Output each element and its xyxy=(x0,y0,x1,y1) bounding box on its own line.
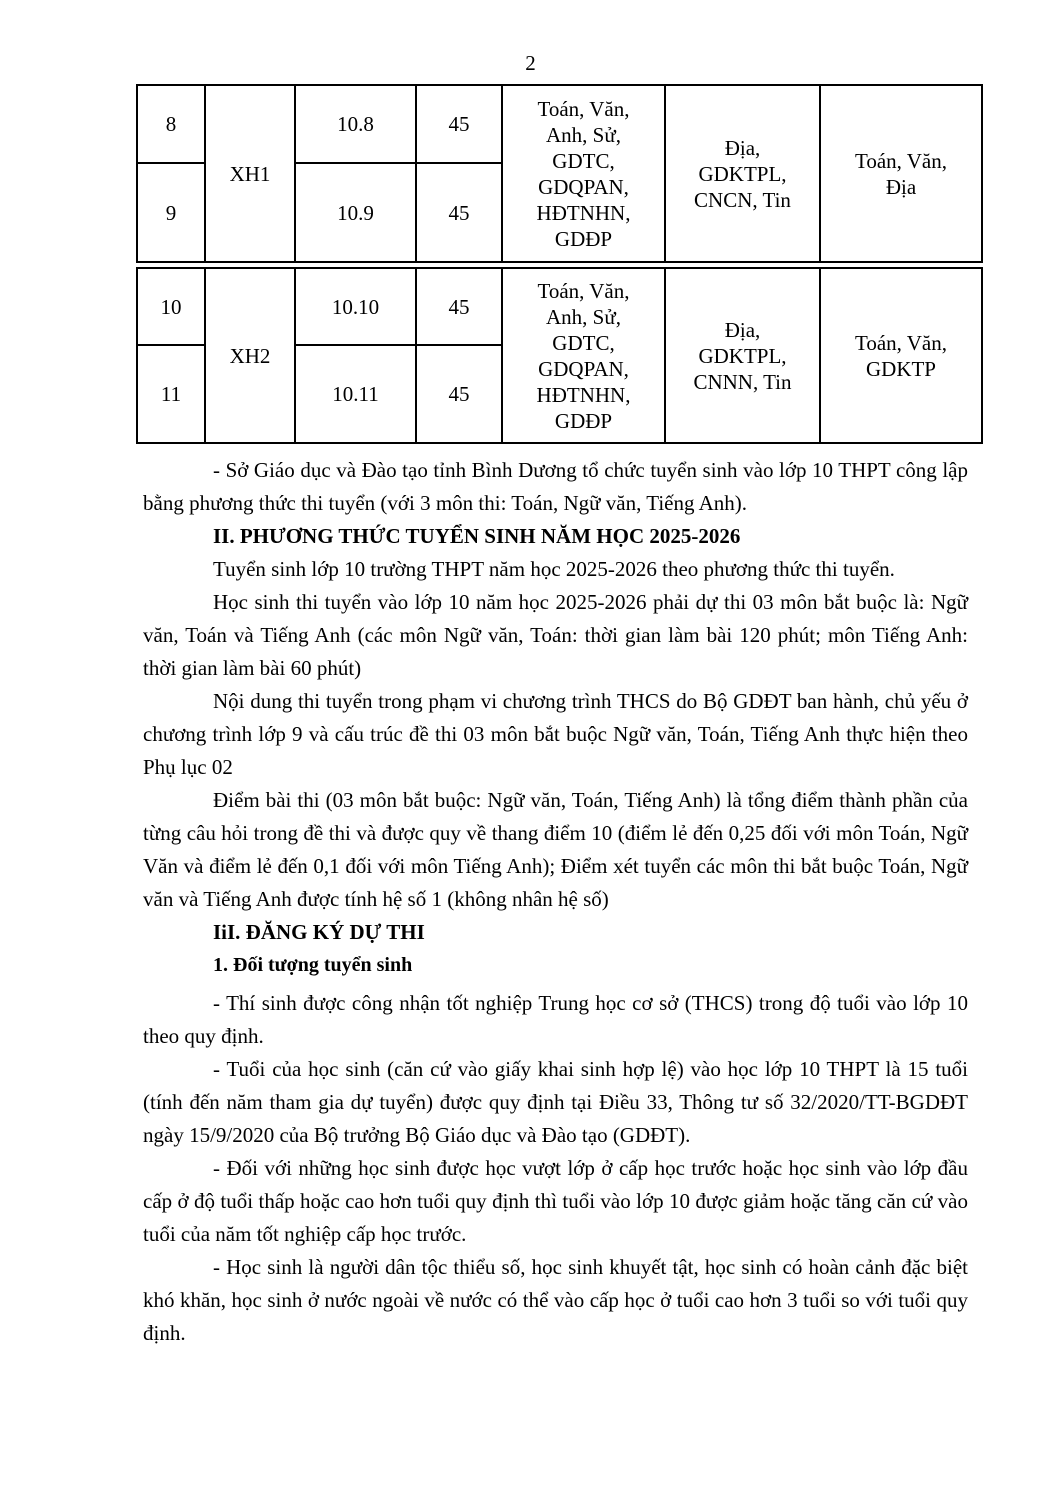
section-ii-heading: II. PHƯƠNG THỨC TUYỂN SINH NĂM HỌC 2025-2026 xyxy=(213,524,741,548)
student-count-cell: 45 xyxy=(416,268,502,345)
student-count-cell: 45 xyxy=(416,345,502,443)
electives-cell: Địa, GDKTPL, CNCN, Tin xyxy=(665,85,820,262)
page-number: 2 xyxy=(525,51,536,75)
group-cell: XH2 xyxy=(205,268,295,443)
exam-subjects-paragraph: Học sinh thi tuyển vào lớp 10 năm học 2025-2026 phải dự thi 03 môn bắt buộc là: Ngữ văn, Toán và Tiếng Anh (các môn Ngữ văn, Toán: thời gian làm bài 120 phút; môn Tiếng Anh: thời gian làm bài 60 phút) xyxy=(143,590,968,680)
row-number-cell: 11 xyxy=(137,345,205,443)
group-cell: XH1 xyxy=(205,85,295,262)
exam-subjects-cell: Toán, Văn, GDKTP xyxy=(820,268,982,443)
student-count-cell: 45 xyxy=(416,85,502,163)
eligibility-paragraph-1: - Thí sinh được công nhận tốt nghiệp Trung học cơ sở (THCS) trong độ tuổi vào lớp 10 theo quy định. xyxy=(143,991,968,1048)
class-name-cell: 10.9 xyxy=(295,163,416,262)
intro-paragraph: - Sở Giáo dục và Đào tạo tỉnh Bình Dương tổ chức tuyển sinh vào lớp 10 THPT công lập bằng phương thức thi tuyển (với 3 môn thi: Toán, Ngữ văn, Tiếng Anh). xyxy=(143,458,968,515)
class-name-cell: 10.11 xyxy=(295,345,416,443)
table-row xyxy=(137,85,982,163)
table-row xyxy=(137,268,982,345)
enrollment-plan-table-continued xyxy=(136,267,983,444)
section-iii-heading: IiI. ĐĂNG KÝ DỰ THI xyxy=(213,920,425,944)
document-body xyxy=(143,454,968,1350)
class-name-cell: 10.10 xyxy=(295,268,416,345)
eligibility-paragraph-3: - Đối với những học sinh được học vượt lớp ở cấp học trước hoặc học sinh vào lớp đầu cấp ở độ tuổi thấp hoặc cao hơn tuổi quy định thì tuổi vào lớp 10 được giảm hoặc tăng căn cứ vào tuổi của năm tốt nghiệp cấp học trước. xyxy=(143,1156,968,1246)
exam-content-paragraph: Nội dung thi tuyển trong phạm vi chương trình THCS do Bộ GDĐT ban hành, chủ yếu ở chương trình lớp 9 và cấu trúc đề thi 03 môn bắt buộc Ngữ văn, Toán, Tiếng Anh thực hiện theo Phụ lục 02 xyxy=(143,689,968,779)
enrollment-plan-table xyxy=(136,84,983,263)
eligibility-paragraph-4: - Học sinh là người dân tộc thiểu số, học sinh khuyết tật, học sinh có hoàn cảnh đặc biệt khó khăn, học sinh ở nước ngoài về nước có thể vào cấp học ở tuổi cao hơn 3 tuổi so với tuổi quy định. xyxy=(143,1255,968,1345)
scoring-paragraph: Điểm bài thi (03 môn bắt buộc: Ngữ văn, Toán, Tiếng Anh) là tổng điểm thành phần của từng câu hỏi trong đề thi và được quy về thang điểm 10 (điểm lẻ đến 0,25 đối với môn Toán, Ngữ Văn và điểm lẻ đến 0,1 đối với môn Tiếng Anh); Điểm xét tuyển các môn thi bắt buộc Toán, Ngữ văn và Tiếng Anh được tính hệ số 1 (không nhân hệ số) xyxy=(143,788,968,911)
row-number-cell: 10 xyxy=(137,268,205,345)
class-name-cell: 10.8 xyxy=(295,85,416,163)
exam-subjects-cell: Toán, Văn, Địa xyxy=(820,85,982,262)
student-count-cell: 45 xyxy=(416,163,502,262)
subjects-cell: Toán, Văn, Anh, Sử, GDTC, GDQPAN, HĐTNHN, GDĐP xyxy=(502,85,665,262)
method-paragraph: Tuyển sinh lớp 10 trường THPT năm học 2025-2026 theo phương thức thi tuyển. xyxy=(213,557,895,581)
row-number-cell: 9 xyxy=(137,163,205,262)
electives-cell: Địa, GDKTPL, CNNN, Tin xyxy=(665,268,820,443)
row-number-cell: 8 xyxy=(137,85,205,163)
eligibility-paragraph-2: - Tuổi của học sinh (căn cứ vào giấy khai sinh hợp lệ) vào học lớp 10 THPT là 15 tuổi (tính đến năm tham gia dự tuyển) được quy định tại Điều 33, Thông tư số 32/2020/TT-BGDĐT ngày 15/9/2020 của Bộ trưởng Bộ Giáo dục và Đào tạo (GDĐT). xyxy=(143,1057,968,1147)
subjects-cell: Toán, Văn, Anh, Sử, GDTC, GDQPAN, HĐTNHN, GDĐP xyxy=(502,268,665,443)
subsection-1-heading: 1. Đối tượng tuyển sinh xyxy=(213,954,413,976)
